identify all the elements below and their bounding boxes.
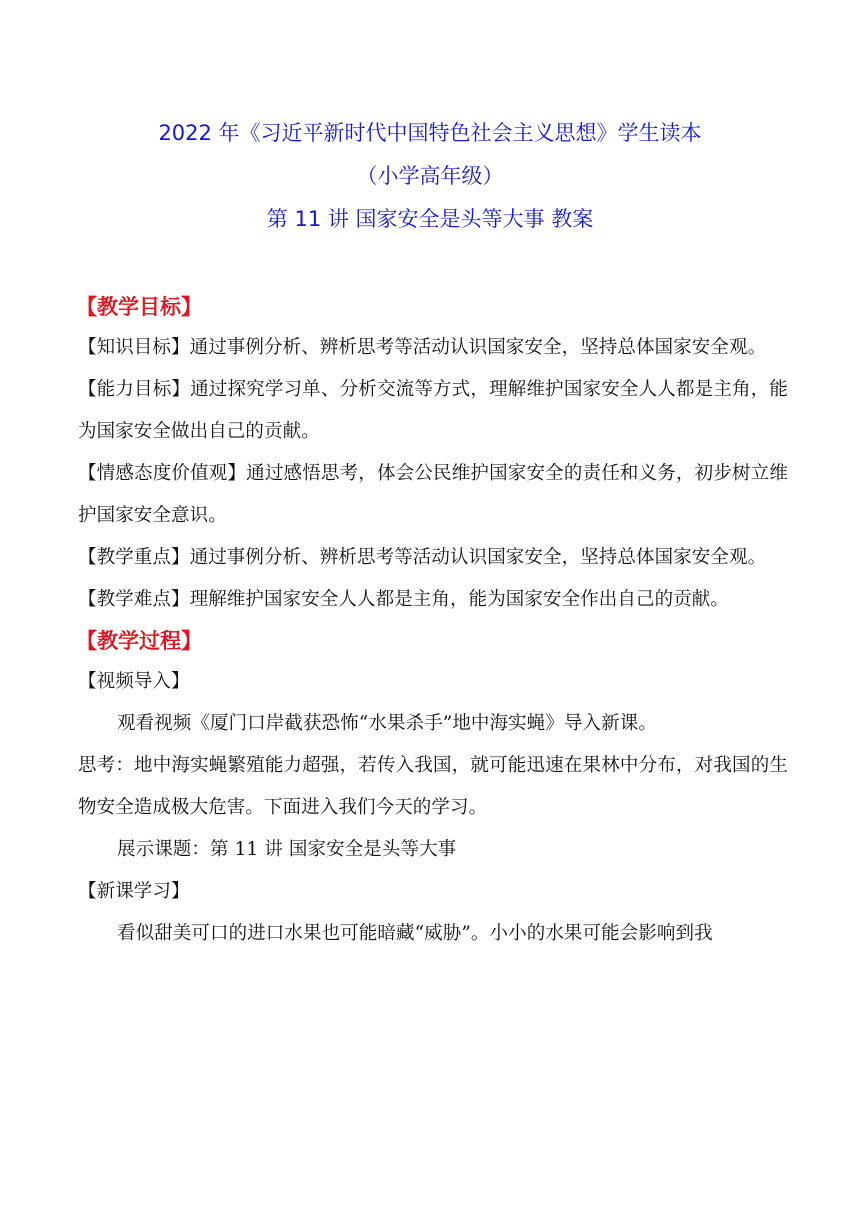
title-line-2: （小学高年级） [356,164,504,188]
teaching-key-point: 【教学重点】通过事例分析、辨析思考等活动认识国家安全，坚持总体国家安全观。 [78,547,767,568]
ability-objective: 【能力目标】通过探究学习单、分析交流等方式，理解维护国家安全人人都是主角，能为国家安全做出自己的贡献。 [78,379,788,442]
document-body [78,287,788,955]
new-lesson-text: 看似甜美可口的进口水果也可能暗藏“威胁”。小小的水果可能会影响到我 [117,923,713,944]
section-heading-objectives: 【教学目标】 [76,295,202,319]
teaching-difficulty: 【教学难点】理解维护国家安全人人都是主角，能为国家安全作出自己的贡献。 [78,589,730,610]
new-lesson-label: 【新课学习】 [78,881,190,902]
knowledge-objective: 【知识目标】通过事例分析、辨析思考等活动认识国家安全，坚持总体国家安全观。 [78,337,767,358]
emotion-objective: 【情感态度价值观】通过感悟思考，体会公民维护国家安全的责任和义务，初步树立维护国家安全意识。 [78,463,788,526]
title-line-3: 第 11 讲 国家安全是头等大事 教案 [266,207,594,231]
video-intro-text: 观看视频《厦门口岸截获恐怖“水果杀手”地中海实蝇》导入新课。 [117,713,657,734]
topic-text: 展示课题：第 11 讲 国家安全是头等大事 [117,839,457,860]
thinking-text: 思考：地中海实蝇繁殖能力超强，若传入我国，就可能迅速在果林中分布，对我国的生物安全造成极大危害。下面进入我们今天的学习。 [78,755,788,818]
title-line-1: 2022 年《习近平新时代中国特色社会主义思想》学生读本 [158,121,702,145]
video-intro-label: 【视频导入】 [78,671,190,692]
document-title [0,112,860,241]
section-heading-process: 【教学过程】 [76,629,202,653]
